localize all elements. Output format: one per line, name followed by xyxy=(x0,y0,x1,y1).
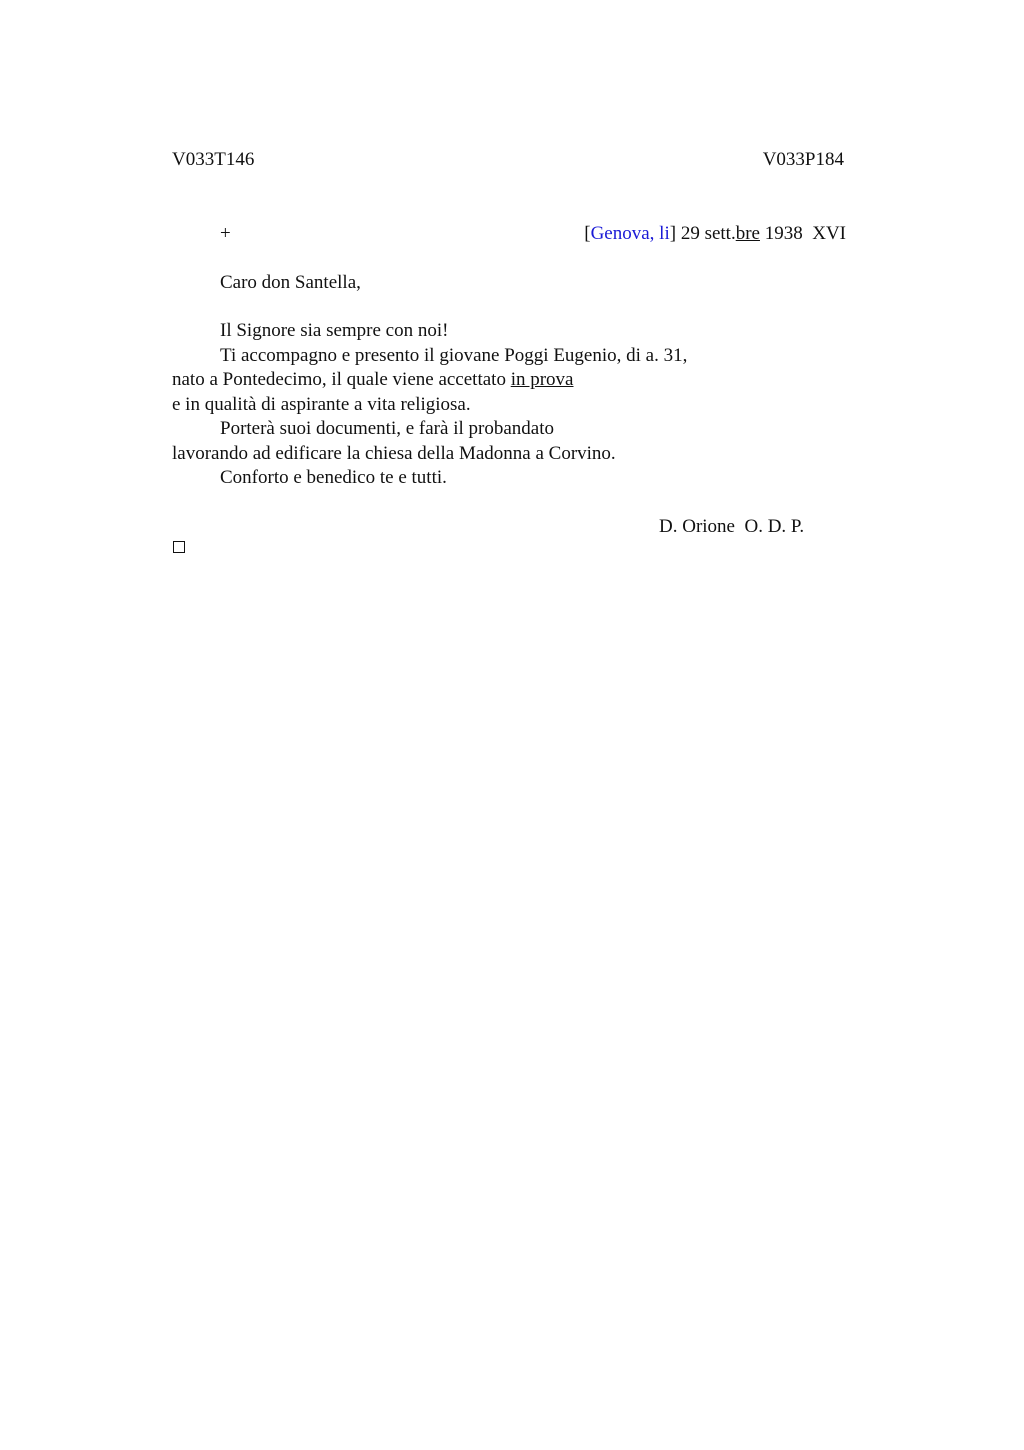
salutation: Caro don Santella, xyxy=(220,272,361,293)
dateline-bracket-close: ] xyxy=(669,223,677,244)
empty-square-symbol xyxy=(173,541,185,553)
cross-symbol: + xyxy=(220,223,231,244)
body-line-2: Ti accompagno e presento il giovane Poggi Eugenio, di a. 31, xyxy=(220,345,688,366)
header-right-code: V033P184 xyxy=(762,149,844,170)
body-line-5: Porterà suoi documenti, e farà il probandato xyxy=(220,418,554,439)
body-line-3-text: nato a Pontedecimo, il quale viene accettato xyxy=(172,369,511,390)
dateline-date-underlined: bre xyxy=(735,223,760,244)
body-line-4: e in qualità di aspirante a vita religiosa. xyxy=(172,394,471,415)
dateline xyxy=(584,224,846,243)
signature: D. Orione O. D. P. xyxy=(659,516,805,537)
header-left-code: V033T146 xyxy=(172,149,255,170)
body-line-6: lavorando ad edificare la chiesa della Madonna a Corvino. xyxy=(172,443,616,464)
body-line-7: Conforto e benedico te e tutti. xyxy=(220,467,447,488)
body-line-1: Il Signore sia sempre con noi! xyxy=(220,320,449,341)
body-line-3-underlined: in prova xyxy=(510,369,574,390)
body-line-3 xyxy=(172,370,574,389)
dateline-date-post: 1938 XVI xyxy=(759,223,846,244)
dateline-bracket-open: [ xyxy=(584,223,591,244)
dateline-date-pre: 29 sett. xyxy=(676,223,736,244)
dateline-place: Genova, li xyxy=(590,223,670,244)
